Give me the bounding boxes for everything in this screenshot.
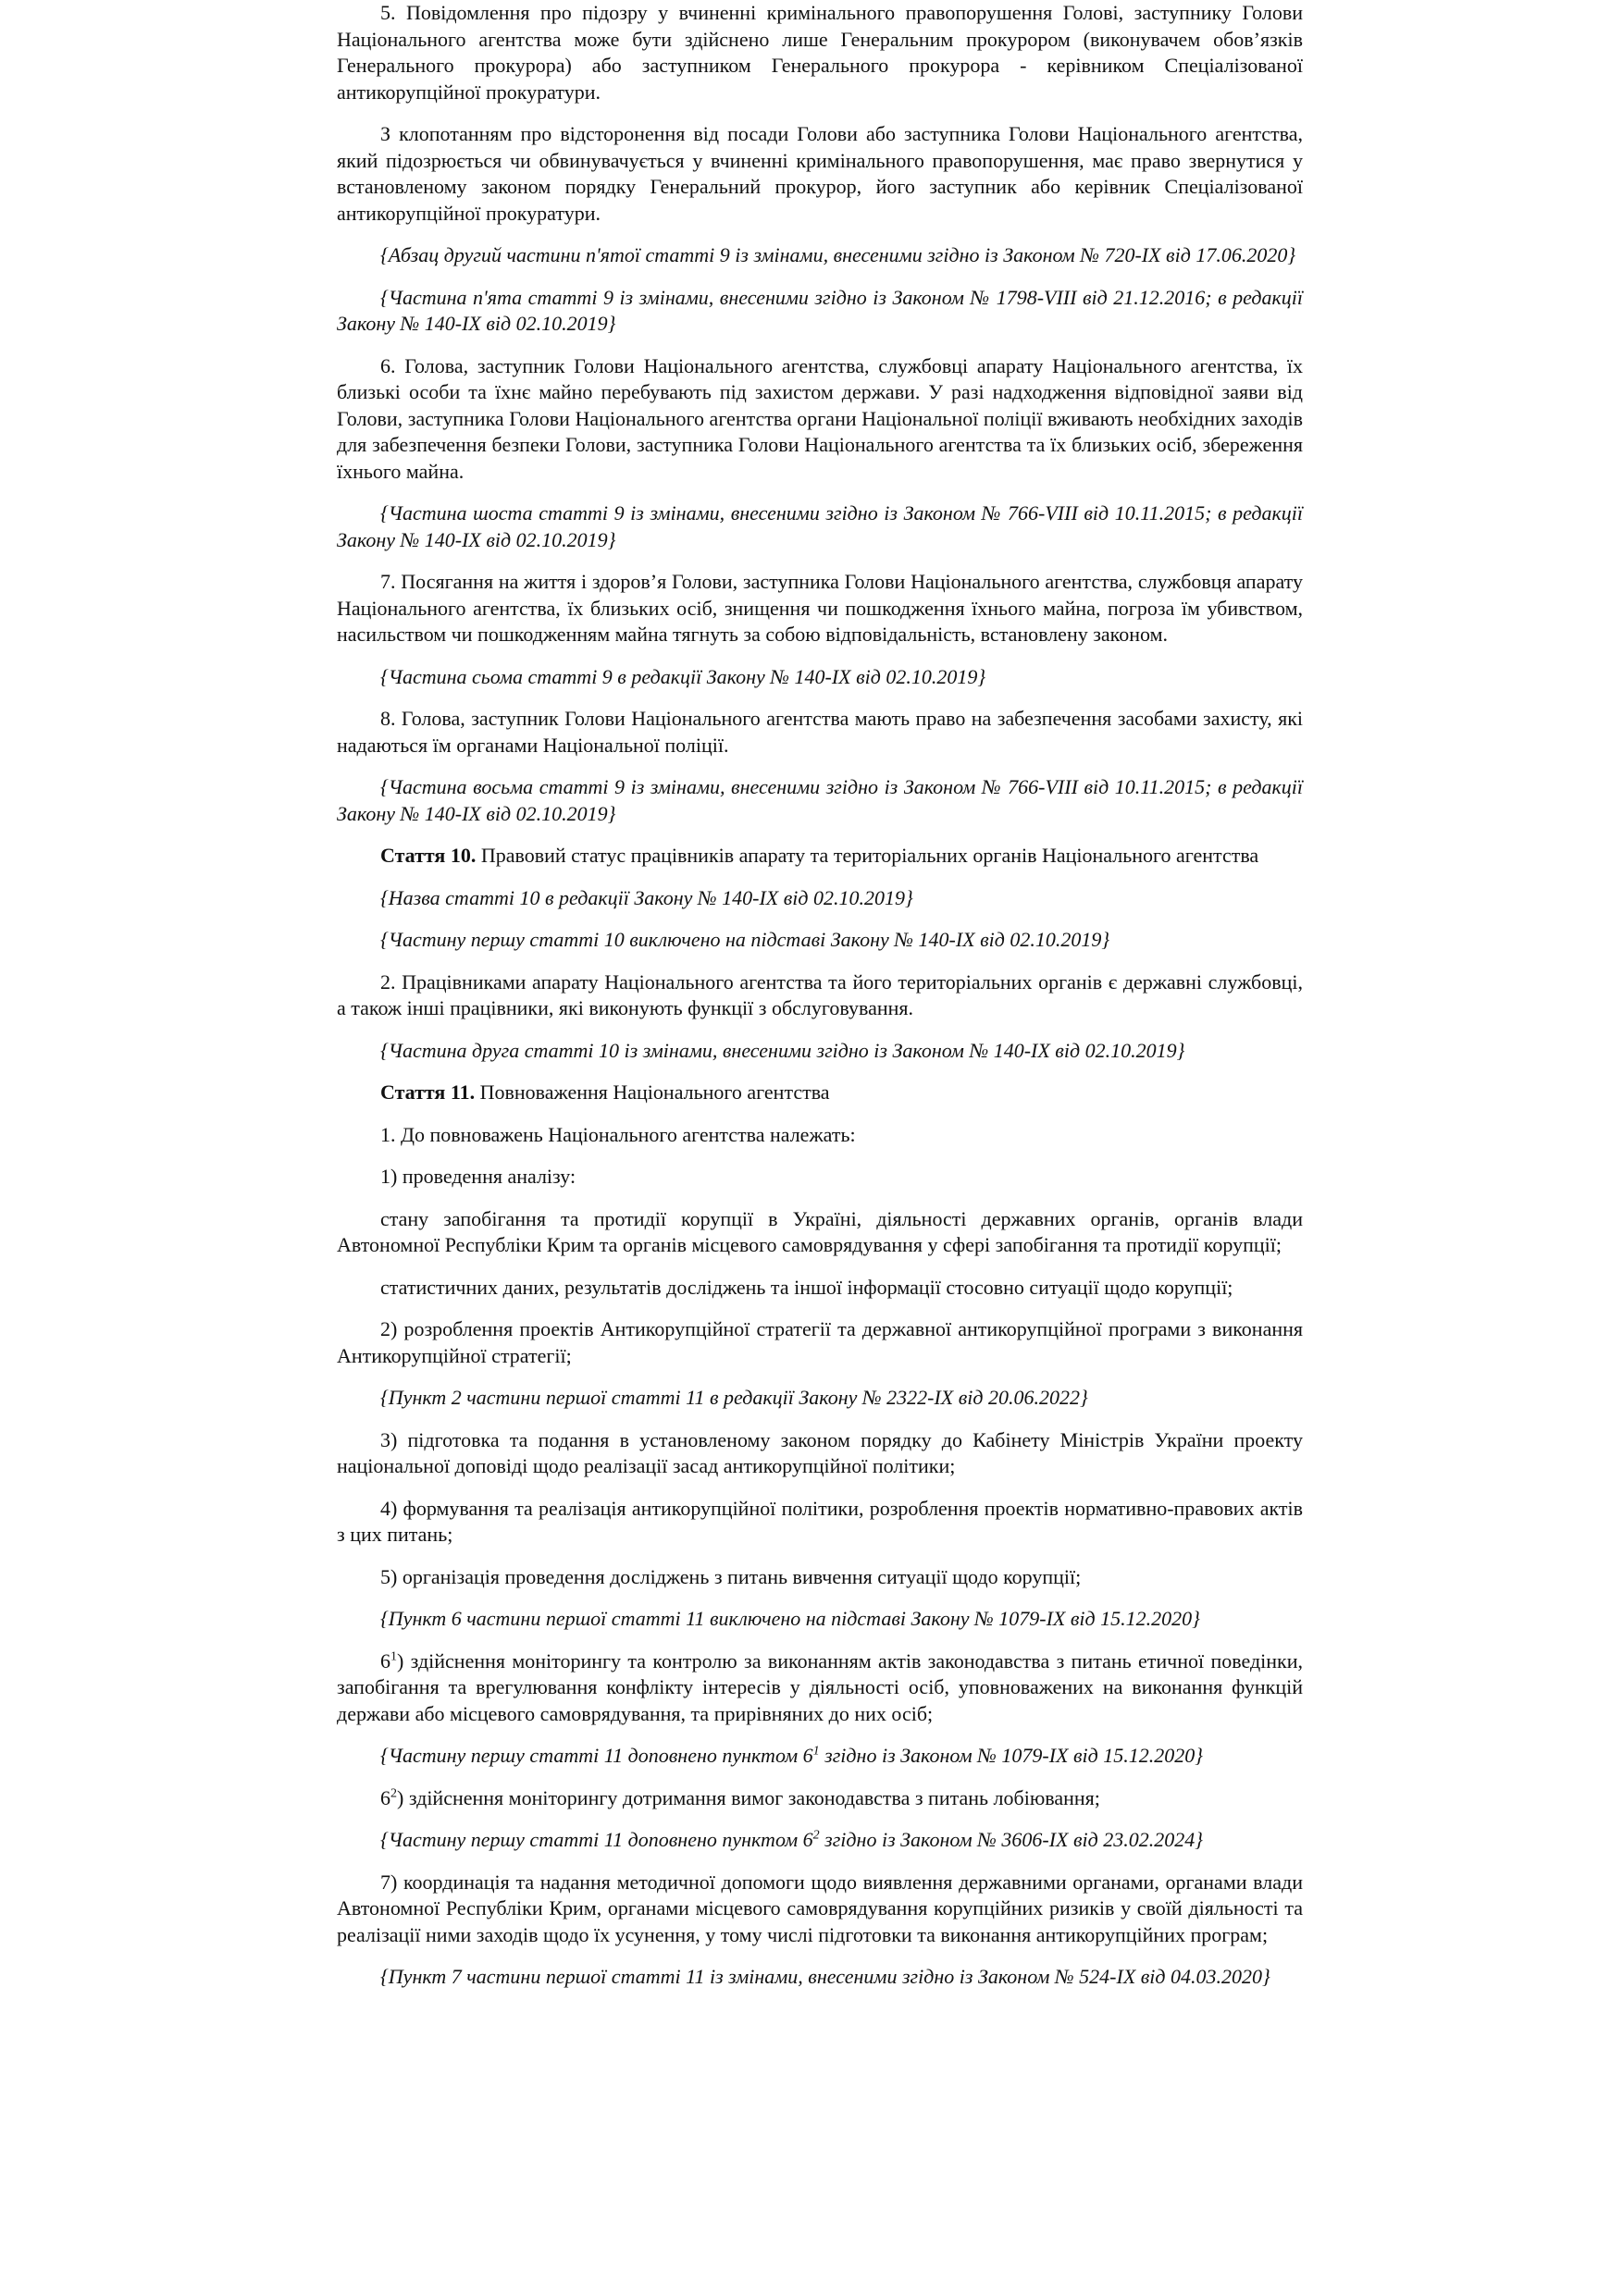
superscript: 1 (812, 1744, 820, 1759)
document-page (337, 0, 1303, 2006)
paragraph: 4) формування та реалізація антикорупційної політики, розроблення проектів нормативно-правових актів з цих питань; (337, 1496, 1303, 1546)
note-text: {Частину першу статті 11 доповнено пунктом 6 (380, 1828, 813, 1851)
amendment-note: {Частина друга статті 10 із змінами, внесеними згідно із Законом № 140-IX від 02.10.2019} (380, 1038, 1185, 1062)
paragraph: 3) підготовка та подання в установленому законом порядку до Кабінету Міністрів України проекту національної доповіді щодо реалізації засад антикорупційної політики; (337, 1427, 1303, 1477)
paragraph: статистичних даних, результатів досліджень та іншої інформації стосовно ситуації щодо корупції; (380, 1275, 1233, 1299)
amendment-note: {Частина восьма статті 9 із змінами, внесеними згідно із Законом № 766-VIII від 10.11.2015; в редакції Закону № 140-IX від 02.10.2019} (337, 775, 1303, 825)
amendment-note (337, 1743, 1303, 1770)
note-text: {Частину першу статті 11 доповнено пунктом 6 (380, 1744, 813, 1767)
paragraph: 7) координація та надання методичної допомоги щодо виявлення державними органами, органами влади Автономної Республіки Крим, органами місцевого самоврядування корупційних ризиків у своїй діяльності та реалізації ними заходів щодо їх усунення, у тому числі підготовки та виконання антикорупційних програм; (337, 1870, 1303, 1946)
item-number: 6 (380, 1785, 390, 1809)
paragraph: 5) організація проведення досліджень з питань вивчення ситуації щодо корупції; (380, 1564, 1082, 1588)
paragraph: 5. Повідомлення про підозру у вчиненні кримінального правопорушення Голові, заступнику Голови Національного агентства може бути здійснено лише Генеральним прокурором (виконувачем обов’язків Генерального прокурора) або заступником Генерального прокурора - керівником Спеціалізованої антикорупційної прокуратури. (337, 1, 1303, 104)
item-number: 6 (380, 1648, 390, 1673)
amendment-note: {Пункт 2 частини першої статті 11 в редакції Закону № 2322-IX від 20.06.2022} (380, 1386, 1088, 1409)
amendment-note: {Частина п'ята статті 9 із змінами, внесеними згідно із Законом № 1798-VIII від 21.12.2016; в редакції Закону № 140-IX від 02.10.2019} (337, 285, 1303, 335)
paragraph: 1. До повноважень Національного агентства належать: (380, 1122, 856, 1146)
paragraph: 6. Голова, заступник Голови Національного агентства, службовці апарату Національного агентства, їх близькі особи та їхнє майно перебувають під захистом держави. У разі надходження відповідної заяви від Голови, заступника Голови Національного агентства органи Національної поліції вживають необхідних заходів для забезпечення безпеки Голови, заступника Голови Національного агентства та їх близьких осіб, збереження їхнього майна. (337, 353, 1303, 483)
superscript: 1 (390, 1649, 397, 1664)
article-title: Повноваження Національного агентства (479, 1080, 830, 1104)
article-10-heading (337, 843, 1303, 870)
paragraph: 7. Посягання на життя і здоров’я Голови, заступника Голови Національного агентства, службовця апарату Національного агентства, їх близьких осіб, знищення чи пошкодження їхнього майна, погроза їм убивством, насильством чи пошкодженням майна тягнуть за собою відповідальність, встановлену законом. (337, 570, 1303, 646)
paragraph (337, 1785, 1303, 1812)
paragraph: 1) проведення аналізу: (380, 1165, 576, 1188)
amendment-note: {Частину першу статті 10 виключено на підставі Закону № 140-IX від 02.10.2019} (380, 928, 1110, 951)
article-11-heading (337, 1080, 1303, 1106)
paragraph: 2) розроблення проектів Антикорупційної стратегії та державної антикорупційної програми з виконання Антикорупційної стратегії; (337, 1317, 1303, 1367)
paragraph: стану запобігання та протидії корупції в Україні, діяльності державних органів, органів влади Автономної Республіки Крим та органів місцевого самоврядування у сфері запобігання та протидії корупції; (337, 1206, 1303, 1256)
superscript: 2 (812, 1828, 820, 1843)
amendment-note: {Назва статті 10 в редакції Закону № 140-IX від 02.10.2019} (380, 885, 913, 909)
article-title: Правовий статус працівників апарату та територіальних органів Національного агентства (480, 844, 1259, 867)
item-text: ) здійснення моніторингу та контролю за виконанням актів законодавства з питань етичної поведінки, запобігання та врегулювання конфлікту інтересів у діяльності осіб, уповноважених на виконання функцій держави або місцевого самоврядування, та прирівняних до них осіб; (337, 1648, 1303, 1725)
amendment-note: {Частина сьома статті 9 в редакції Закону № 140-IX від 02.10.2019} (380, 664, 986, 688)
note-text: згідно із Законом № 3606-IX від 23.02.2024} (819, 1828, 1204, 1851)
note-text: згідно із Законом № 1079-IX від 15.12.2020} (819, 1744, 1204, 1767)
article-number: Стаття 10. (380, 844, 477, 867)
paragraph: З клопотанням про відсторонення від посади Голови або заступника Голови Національного агентства, який підозрюється чи обвинувачується у вчиненні кримінального правопорушення, має право звернутися у встановленому законом порядку Генеральний прокурор, його заступник або керівник Спеціалізованої антикорупційної прокуратури. (337, 122, 1303, 225)
amendment-note: {Пункт 6 частини першої статті 11 виключено на підставі Закону № 1079-IX від 15.12.2020} (380, 1607, 1200, 1630)
paragraph: 2. Працівниками апарату Національного агентства та його територіальних органів є державні службовці, а також інші працівники, які виконують функції з обслуговування. (337, 969, 1303, 1019)
amendment-note: {Пункт 7 частини першої статті 11 із змінами, внесеними згідно із Законом № 524-IX від 04.03.2020} (380, 1965, 1270, 1988)
superscript: 2 (390, 1786, 397, 1801)
article-number: Стаття 11. (380, 1080, 476, 1104)
paragraph (337, 1648, 1303, 1728)
item-text: ) здійснення моніторингу дотримання вимог законодавства з питань лобіювання; (397, 1785, 1100, 1809)
amendment-note (337, 1827, 1303, 1854)
amendment-note: {Частина шоста статті 9 із змінами, внесеними згідно із Законом № 766-VIII від 10.11.2015; в редакції Закону № 140-IX від 02.10.2019} (337, 501, 1303, 551)
amendment-note: {Абзац другий частини п'ятої статті 9 із змінами, внесеними згідно із Законом № 720-IX від 17.06.2020} (380, 243, 1296, 266)
paragraph: 8. Голова, заступник Голови Національного агентства мають право на забезпечення засобами захисту, які надаються їм органами Національної поліції. (337, 707, 1303, 757)
